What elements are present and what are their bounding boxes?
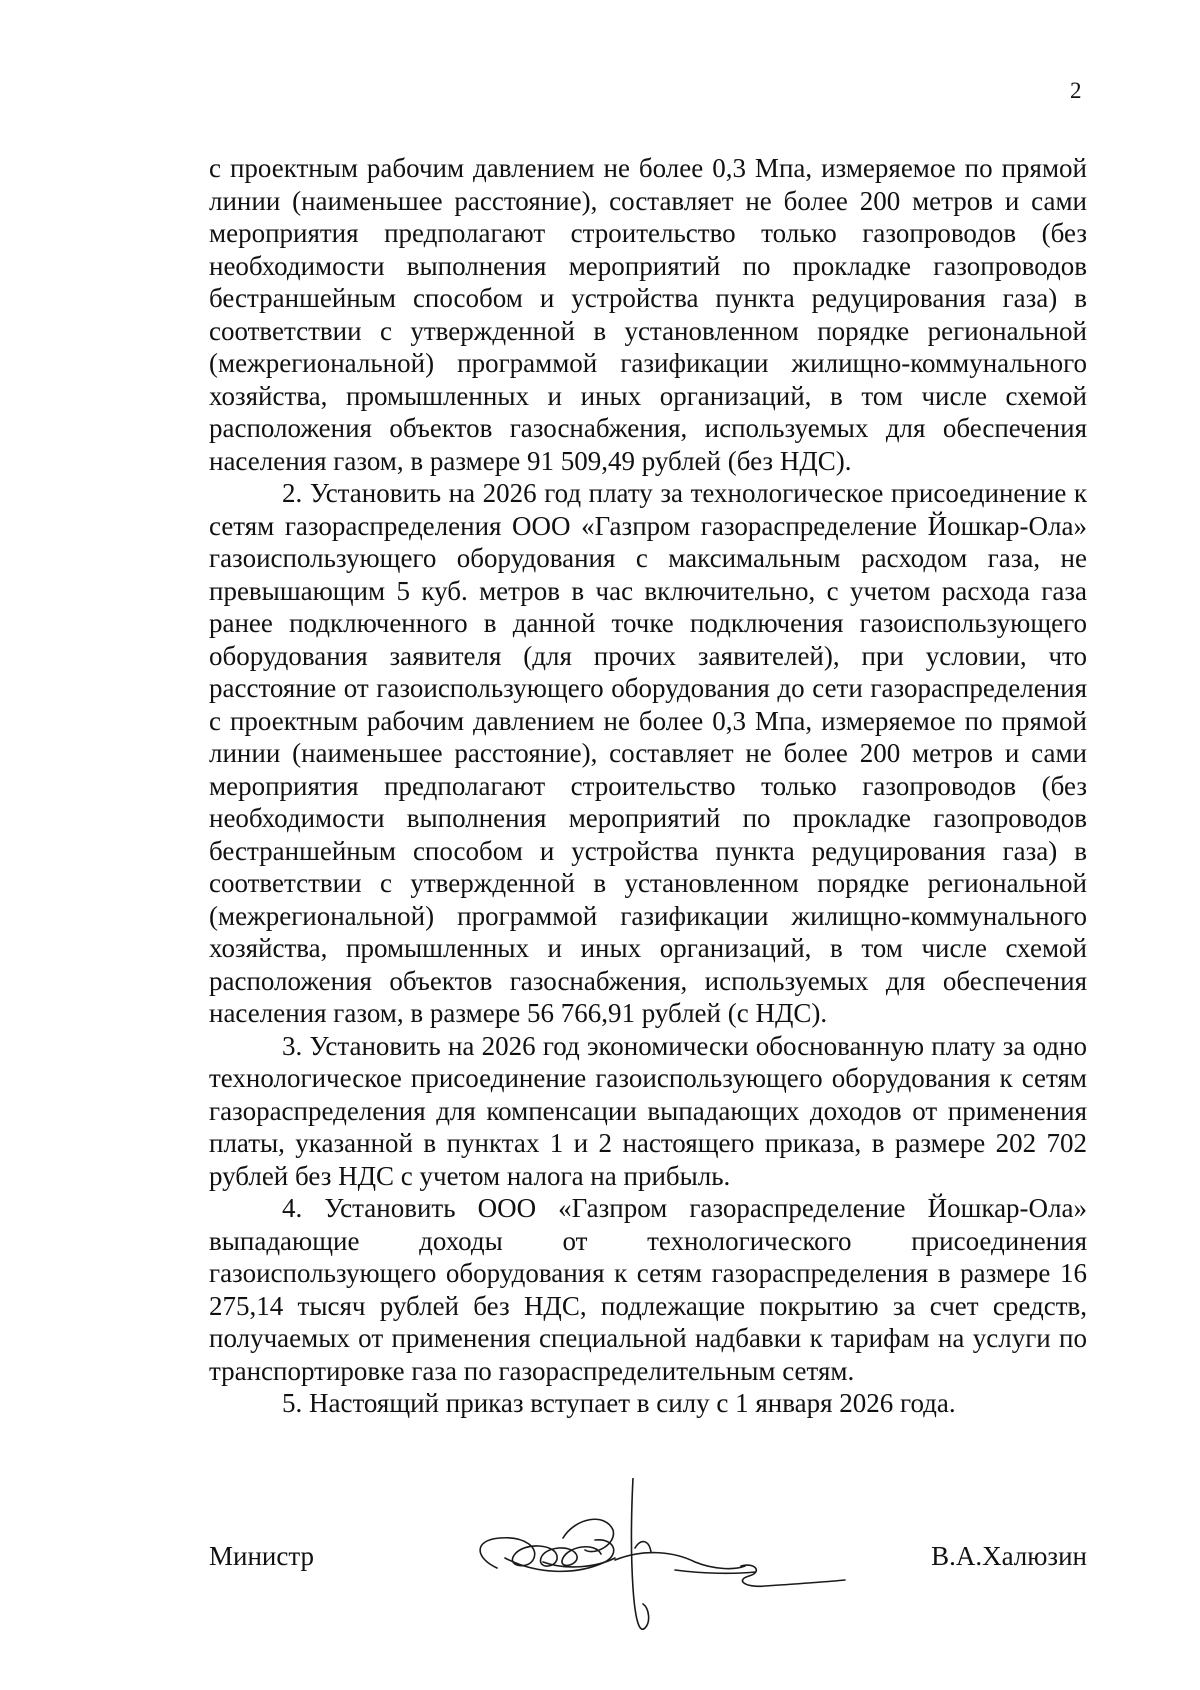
paragraph-item-2: 2. Установить на 2026 год плату за технологическое присоединение к сетям газораспределения ООО «Газпром газораспределение Йошкар-Ола» газоиспользующего оборудования с максимальным расходом газа, не превышающим 5 куб. метров в час включительно, с учетом расхода газа ранее подключенного в данной точке подключения газоиспользующего оборудования заявителя (для прочих заявителей), при условии, что расстояние от газоиспользующего оборудования до сети газораспределения с проектным рабочим давлением не более 0,3 Мпа, измеряемое по прямой линии (наименьшее расстояние), составляет не более 200 метров и сами мероприятия предполагают строительство только газопроводов (без необходимости выполнения мероприятий по прокладке газопроводов бестраншейным способом и устройства пункта редуцирования газа) в соответствии с утвержденной в установленном порядке региональной (межрегиональной) программой газификации жилищно-коммунального хозяйства, промышленных и иных организаций, в том числе схемой расположения объектов газоснабжения, используемых для обеспечения населения газом, в размере 56 766,91 рублей (с НДС). xyxy=(209,478,1087,1028)
paragraph-item-5: 5. Настоящий приказ вступает в силу с 1 января 2026 года. xyxy=(282,1388,956,1418)
signatory-title: Министр xyxy=(209,1541,314,1571)
paragraph-continuation: с проектным рабочим давлением не более 0,3 Мпа, измеряемое по прямой линии (наименьшее расстояние), составляет не более 200 метров и сами мероприятия предполагают строительство только газопроводов (без необходимости выполнения мероприятий по прокладке газопроводов бестраншейным способом и устройства пункта редуцирования газа) в соответствии с утвержденной в установленном порядке региональной (межрегиональной) программой газификации жилищно-коммунального хозяйства, промышленных и иных организаций, в том числе схемой расположения объектов газоснабжения, используемых для обеспечения населения газом, в размере 91 509,49 рублей (без НДС). xyxy=(209,153,1087,476)
handwritten-signature xyxy=(445,1478,895,1638)
document-body xyxy=(209,152,1087,1420)
paragraph-item-3: 3. Установить на 2026 год экономически обоснованную плату за одно технологическое присоединение газоиспользующего оборудования к сетям газораспределения для компенсации выпадающих доходов от применения платы, указанной в пунктах 1 и 2 настоящего приказа, в размере 202 702 рублей без НДС с учетом налога на прибыль. xyxy=(209,1030,1087,1191)
page-number: 2 xyxy=(1070,78,1082,103)
paragraph-item-4: 4. Установить ООО «Газпром газораспределение Йошкар-Ола» выпадающие доходы от технологического присоединения газоиспользующего оборудования к сетям газораспределения в размере 16 275,14 тысяч рублей без НДС, подлежащие покрытию за счет средств, получаемых от применения специальной надбавки к тарифам на услуги по транспортировке газа по газораспределительным сетям. xyxy=(209,1193,1087,1386)
signatory-name: В.А.Халюзин xyxy=(931,1541,1087,1571)
